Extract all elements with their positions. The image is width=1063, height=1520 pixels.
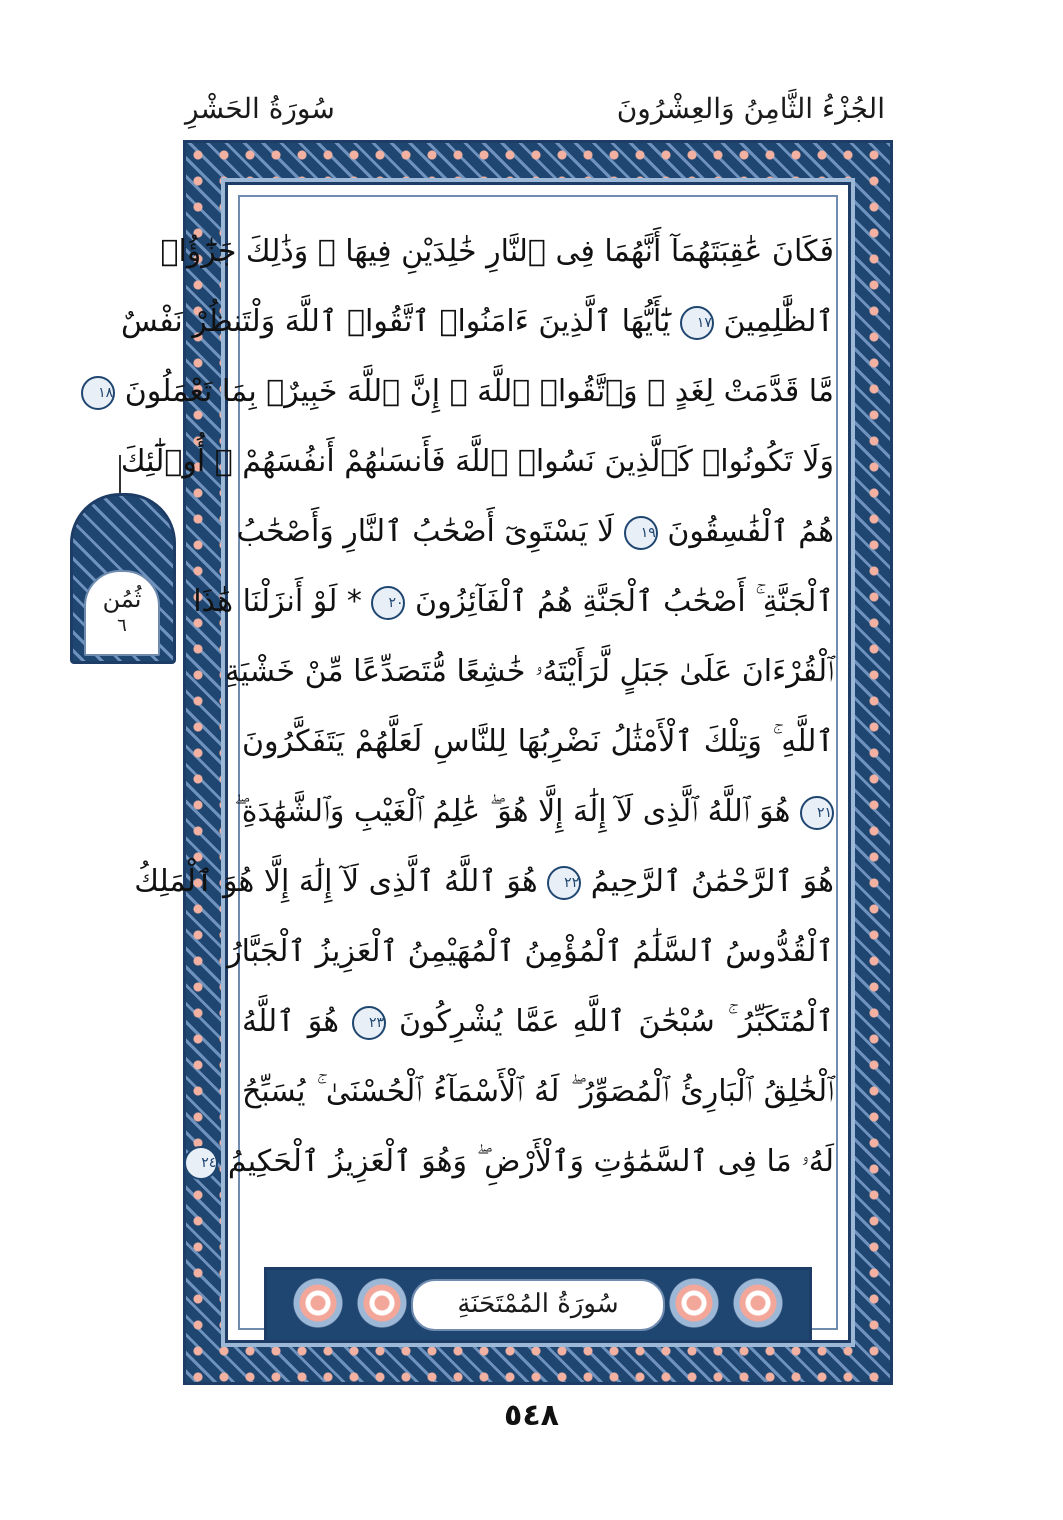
verse-line — [98, 357, 834, 427]
hizb-word: ثُمُن — [102, 585, 142, 613]
ayah-number-marker: ٢١ — [800, 796, 834, 830]
ayah-number-marker: ٢٣ — [352, 1006, 386, 1040]
next-surah-name: سُورَةُ المُمْتَحَنَةِ — [411, 1279, 665, 1331]
ayah-number-marker: ٢٠ — [371, 586, 405, 620]
verse-text: ٱلْمُتَكَبِّرُ ۚ سُبْحَٰنَ ٱللَّهِ عَمَّا يُشْرِكُونَ — [398, 1004, 834, 1039]
verse-text: هُوَ ٱلرَّحْمَٰنُ ٱلرَّحِيمُ — [590, 864, 834, 899]
verse-text: ٱلْخَٰلِقُ ٱلْبَارِئُ ٱلْمُصَوِّرُ ۖ لَهُ ٱلْأَسْمَآءُ ٱلْحُسْنَىٰ ۚ يُسَبِّحُ — [242, 1074, 834, 1109]
ayah-number-marker: ١٧ — [680, 306, 714, 340]
ayah-number-marker: ١٨ — [81, 376, 115, 410]
verse-text: هُوَ ٱللَّهُ — [242, 1004, 340, 1039]
verse-text: لَا يَسْتَوِىٓ أَصْحَٰبُ ٱلنَّارِ وَأَصْحَٰبُ — [236, 514, 615, 549]
verse-line — [120, 287, 834, 357]
verse-text: ٱلْجَنَّةِ ۚ أَصْحَٰبُ ٱلْجَنَّةِ هُمُ ٱلْفَآئِزُونَ — [415, 584, 834, 619]
verse-line — [193, 567, 834, 637]
verse-line — [236, 497, 834, 567]
juz-title: الجُزْءُ الثَّامِنُ وَالعِشْرُونَ — [616, 91, 885, 125]
hizb-label — [84, 570, 160, 656]
rosette-ornament — [293, 1278, 343, 1328]
page-number: ٥٤٨ — [504, 1398, 559, 1433]
verse-line — [242, 987, 834, 1057]
page-header — [185, 78, 885, 138]
verse-text: ٱلْقُدُّوسُ ٱلسَّلَٰمُ ٱلْمُؤْمِنُ ٱلْمُهَيْمِنُ ٱلْعَزِيزُ ٱلْجَبَّارُ — [227, 934, 834, 969]
hizb-number: ٦ — [117, 615, 127, 636]
verse-line — [242, 1057, 834, 1127]
verse-text: هُوَ ٱللَّهُ ٱلَّذِى لَآ إِلَٰهَ إِلَّا هُوَ ۖ عَٰلِمُ ٱلْغَيْبِ وَٱلشَّهَٰدَةِ ۖ — [234, 794, 791, 829]
verse-text: فَكَانَ عَٰقِبَتَهُمَآ أَنَّهُمَا فِى ٱلنَّارِ خَٰلِدَيْنِ فِيهَا ۚ وَذَٰلِكَ جَزَٰٓؤُا۟ — [160, 234, 834, 269]
ayah-number-marker: ٢٤ — [184, 1146, 218, 1180]
verse-text: ٱلْقُرْءَانَ عَلَىٰ جَبَلٍ لَّرَأَيْتَهُۥ خَٰشِعًا مُّتَصَدِّعًا مِّنْ خَشْيَةِ — [224, 654, 834, 689]
verse-line — [134, 847, 834, 917]
verse-text: ٱللَّهِ ۚ وَتِلْكَ ٱلْأَمْثَٰلُ نَضْرِبُهَا لِلنَّاسِ لَعَلَّهُمْ يَتَفَكَّرُونَ — [242, 724, 834, 759]
rosette-ornament — [357, 1278, 407, 1328]
ayah-number-marker: ٢٢ — [547, 866, 581, 900]
surah-title: سُورَةُ الحَشْرِ — [185, 91, 335, 125]
verse-text: وَلَا تَكُونُوا۟ كَٱلَّذِينَ نَسُوا۟ ٱللَّهَ فَأَنسَىٰهُمْ أَنفُسَهُمْ ۚ أُو۟لَٰٓئِكَ — [120, 444, 834, 479]
verse-line — [242, 707, 834, 777]
verse-text: هُوَ ٱللَّهُ ٱلَّذِى لَآ إِلَٰهَ إِلَّا هُوَ ٱلْمَلِكُ — [134, 864, 538, 899]
rosette-ornament — [733, 1278, 783, 1328]
verse-line — [201, 1127, 834, 1197]
surah-banner — [264, 1267, 812, 1343]
verse-text: يَٰٓأَيُّهَا ٱلَّذِينَ ءَامَنُوا۟ ٱتَّقُوا۟ ٱللَّهَ وَلْتَنظُرْ نَفْسٌ — [120, 304, 671, 339]
verse-line — [227, 917, 834, 987]
verse-text: هُمُ ٱلْفَٰسِقُونَ — [667, 514, 834, 549]
rosette-ornament — [669, 1278, 719, 1328]
verse-line — [234, 777, 834, 847]
verse-text: ٱلظَّٰلِمِينَ — [723, 304, 834, 339]
verse-text: مَّا قَدَّمَتْ لِغَدٍ ۖ وَٱتَّقُوا۟ ٱللَّهَ ۚ إِنَّ ٱللَّهَ خَبِيرٌۢ بِمَا تَعْمَلُونَ — [124, 374, 834, 409]
verse-line — [120, 427, 834, 497]
verse-text: * لَوْ أَنزَلْنَا هَٰذَا — [193, 584, 362, 619]
verse-text: لَهُۥ مَا فِى ٱلسَّمَٰوَٰتِ وَٱلْأَرْضِ ۖ وَهُوَ ٱلْعَزِيزُ ٱلْحَكِيمُ — [227, 1144, 834, 1179]
verse-line — [224, 637, 834, 707]
verse-line — [160, 217, 834, 287]
ayah-number-marker: ١٩ — [624, 516, 658, 550]
